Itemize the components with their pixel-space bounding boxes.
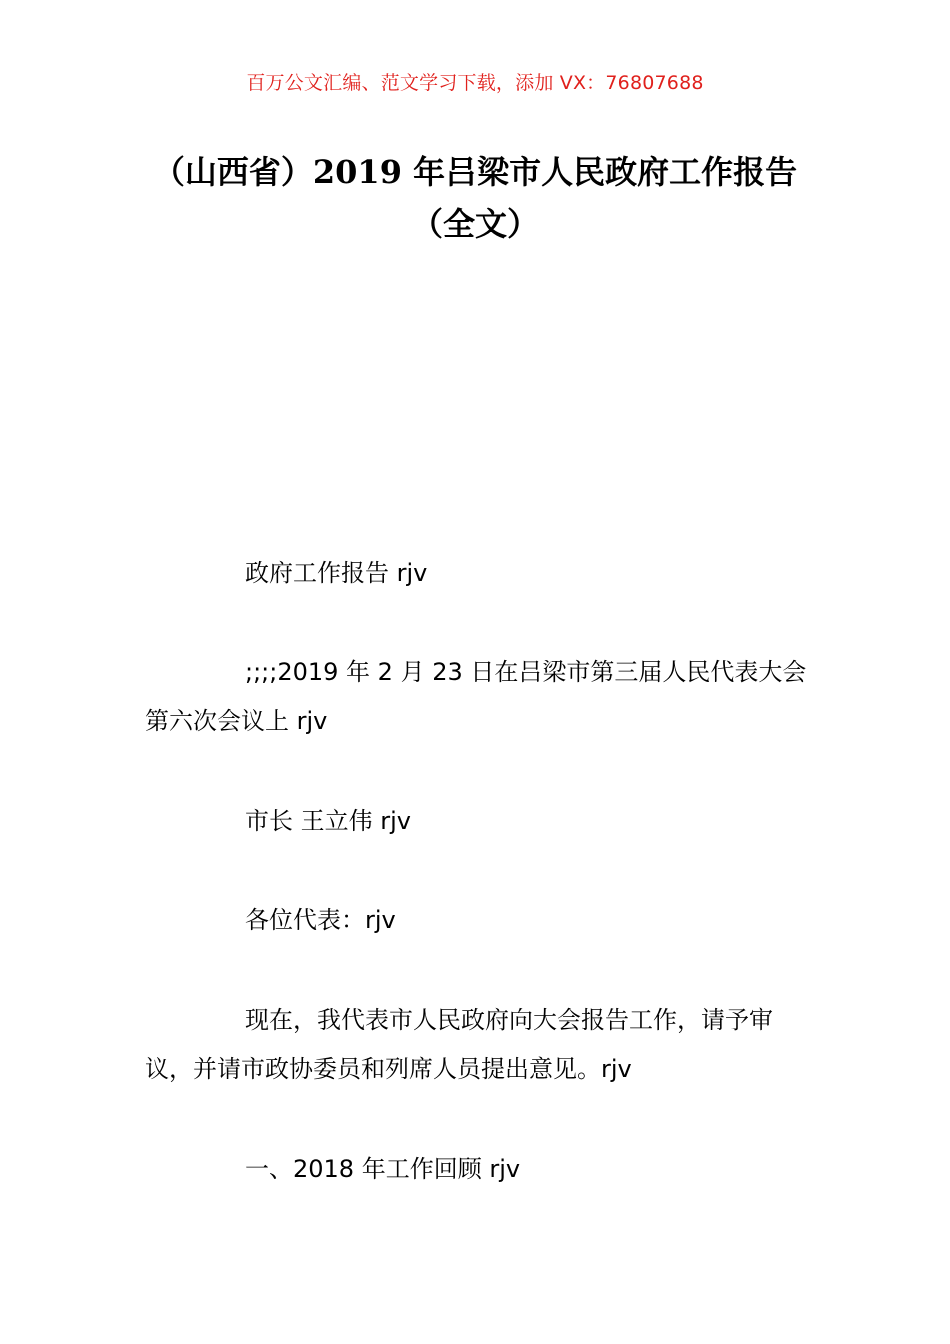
header-banner: 百万公文汇编、范文学习下载，添加 VX：76807688: [246, 72, 704, 94]
section-heading-review: 一、2018 年工作回顾 rjv: [245, 1155, 521, 1183]
paragraph-mayor: 市长 王立伟 rjv: [245, 807, 411, 835]
document-title: （山西省）2019 年吕梁市人民政府工作报告（全文）: [152, 153, 798, 243]
paragraph-salutation: 各位代表：rjv: [245, 906, 396, 934]
paragraph-intro: 现在，我代表市人民政府向大会报告工作，请予审议，并请市政协委员和列席人员提出意见。rjv: [145, 1006, 773, 1083]
paragraph-meeting-info: ;;;;2019 年 2 月 23 日在吕梁市第三届人民代表大会第六次会议上 rjv: [145, 658, 807, 735]
paragraph-report-heading: 政府工作报告 rjv: [245, 559, 428, 587]
